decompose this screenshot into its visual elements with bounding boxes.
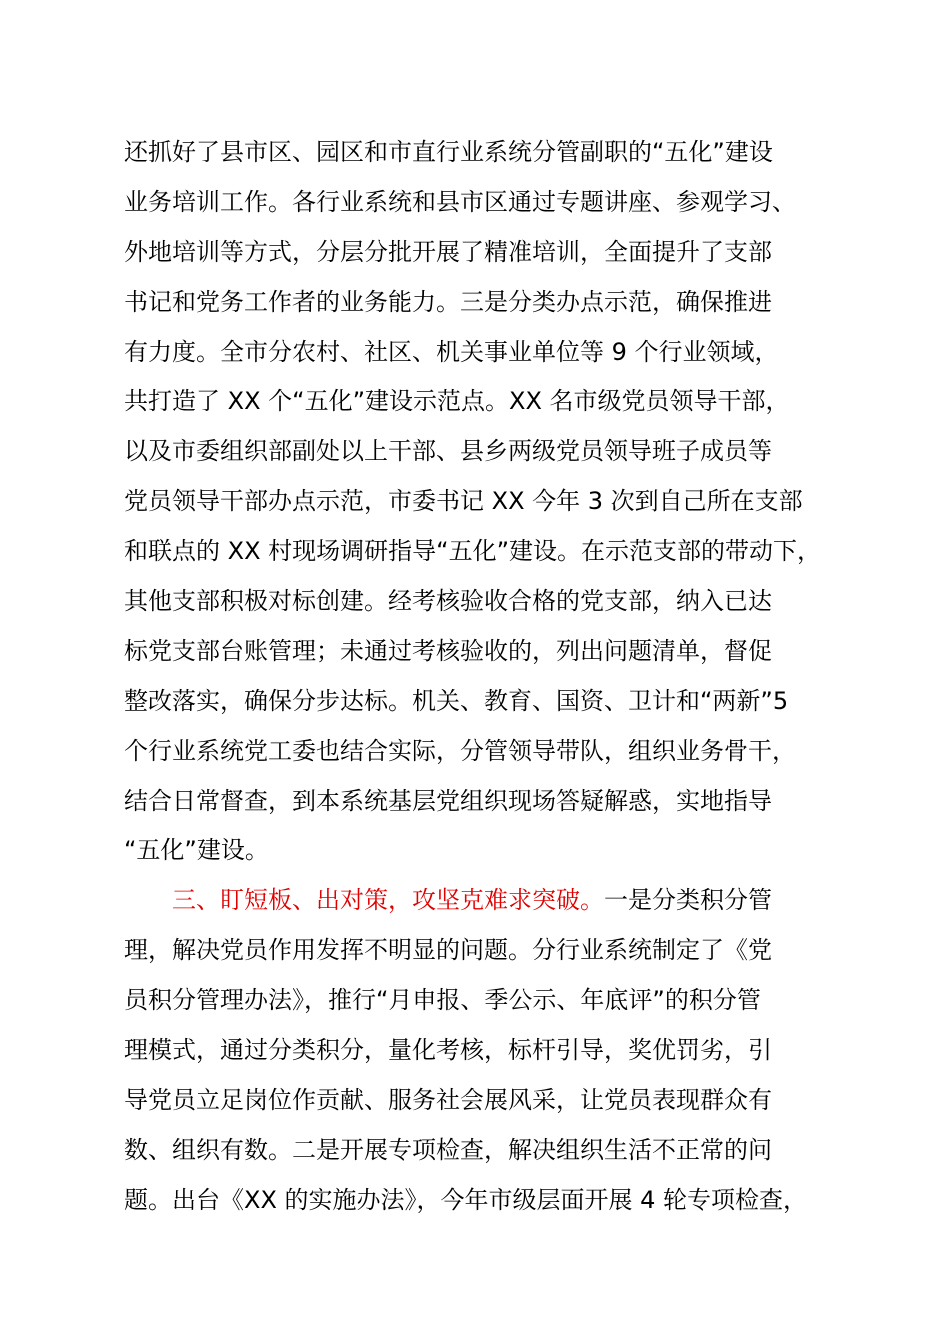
text-line: 个行业系统党工委也结合实际，分管领导带队，组织业务骨干，	[124, 736, 796, 765]
text-line: 外地培训等方式，分层分批开展了精准培训，全面提升了支部	[124, 237, 772, 266]
text-line: 共打造了 XX 个“五化”建设示范点。XX 名市级党员领导干部，	[124, 387, 790, 416]
text-line: 有力度。全市分农村、社区、机关事业单位等 9 个行业领域，	[124, 337, 779, 366]
body-text	[124, 128, 844, 1226]
text-line: 标党支部台账管理；未通过考核验收的，列出问题清单，督促	[124, 636, 772, 665]
section-heading-line	[124, 876, 844, 926]
text-line: 整改落实，确保分步达标。机关、教育、国资、卫计和“两新”5	[124, 686, 789, 715]
section-heading-continuation: 一是分类积分管	[604, 886, 772, 915]
text-line: 员积分管理办法》，推行“月申报、季公示、年底评”的积分管	[124, 986, 761, 1015]
text-line: 其他支部积极对标创建。经考核验收合格的党支部，纳入已达	[124, 587, 772, 616]
section-heading: 三、盯短板、出对策，攻坚克难求突破。	[172, 886, 604, 915]
text-line: 业务培训工作。各行业系统和县市区通过专题讲座、参观学习、	[124, 187, 796, 216]
text-line: 理，解决党员作用发挥不明显的问题。分行业系统制定了《党	[124, 936, 772, 965]
text-line: 题。出台《XX 的实施办法》，今年市级层面开展 4 轮专项检查，	[124, 1185, 808, 1214]
text-line: 和联点的 XX 村现场调研指导“五化”建设。在示范支部的带动下，	[124, 537, 822, 566]
text-line: “五化”建设。	[124, 836, 269, 865]
text-line: 书记和党务工作者的业务能力。三是分类办点示范，确保推进	[124, 287, 772, 316]
text-line: 理模式，通过分类积分，量化考核，标杆引导，奖优罚劣，引	[124, 1036, 772, 1065]
text-line: 导党员立足岗位作贡献、服务社会展风采，让党员表现群众有	[124, 1085, 772, 1114]
text-line: 数、组织有数。二是开展专项检查，解决组织生活不正常的问	[124, 1135, 772, 1164]
text-line: 还抓好了县市区、园区和市直行业系统分管副职的“五化”建设	[124, 138, 773, 166]
text-line: 结合日常督查，到本系统基层党组织现场答疑解惑，实地指导	[124, 786, 772, 815]
text-line: 以及市委组织部副处以上干部、县乡两级党员领导班子成员等	[124, 437, 772, 466]
text-line: 党员领导干部办点示范，市委书记 XX 今年 3 次到自己所在支部	[124, 487, 803, 516]
